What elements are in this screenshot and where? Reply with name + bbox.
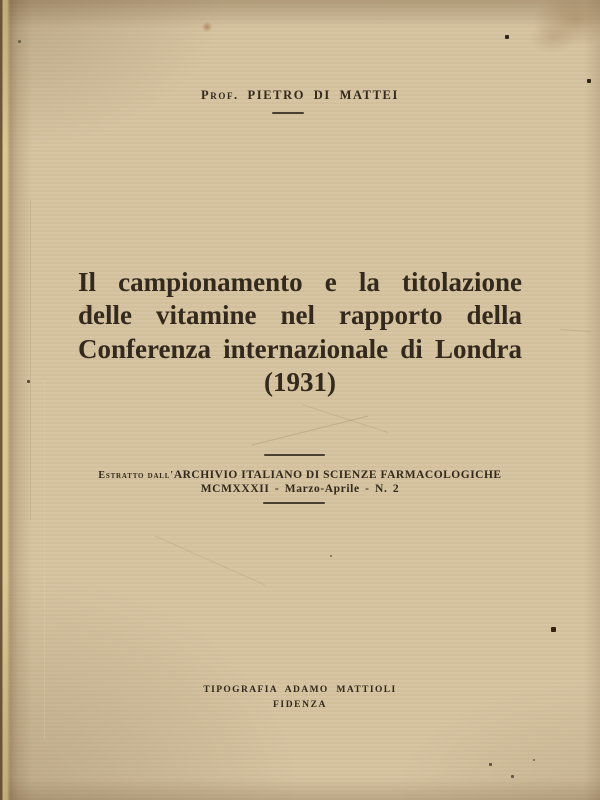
paper-speck	[551, 627, 556, 632]
printer-name: TIPOGRAFIA ADAMO MATTIOLI	[203, 685, 397, 695]
title-line: (1931)	[264, 367, 336, 398]
imprint-series-name: ARCHIVIO ITALIANO DI SCIENZE FARMACOLOGICHE	[173, 469, 502, 481]
paper-speck	[511, 775, 514, 778]
paper-speck	[489, 763, 492, 766]
imprint-series-line	[0, 465, 600, 483]
author-line	[0, 88, 600, 103]
title-line: Conferenza internazionale di Londra	[78, 333, 522, 364]
author-divider-rule	[272, 112, 304, 114]
imprint-issue-line: MCMXXXII - Marzo-Aprile - N. 2	[200, 483, 400, 495]
imprint-prefix: Estratto dall'	[98, 470, 174, 481]
author-name: PIETRO DI MATTEI	[247, 88, 399, 102]
title-block	[78, 266, 522, 400]
printer-city: FIDENZA	[273, 700, 327, 710]
paper-speck	[505, 35, 509, 39]
paper-speck	[330, 555, 332, 557]
paper-crease	[30, 200, 31, 520]
paper-crease	[155, 536, 265, 586]
paper-speck	[587, 79, 591, 83]
title-line: Il campionamento e la titolazione	[78, 267, 522, 297]
title-line: delle vitamine nel rapporto della	[78, 300, 522, 331]
paper-speck	[533, 759, 535, 761]
paper-speck	[18, 40, 21, 43]
paper-crease	[560, 329, 590, 332]
imprint-top-rule	[264, 454, 325, 456]
paper-crease	[44, 380, 45, 740]
author-honorific: Prof.	[201, 88, 239, 102]
imprint-bottom-rule	[263, 502, 325, 504]
